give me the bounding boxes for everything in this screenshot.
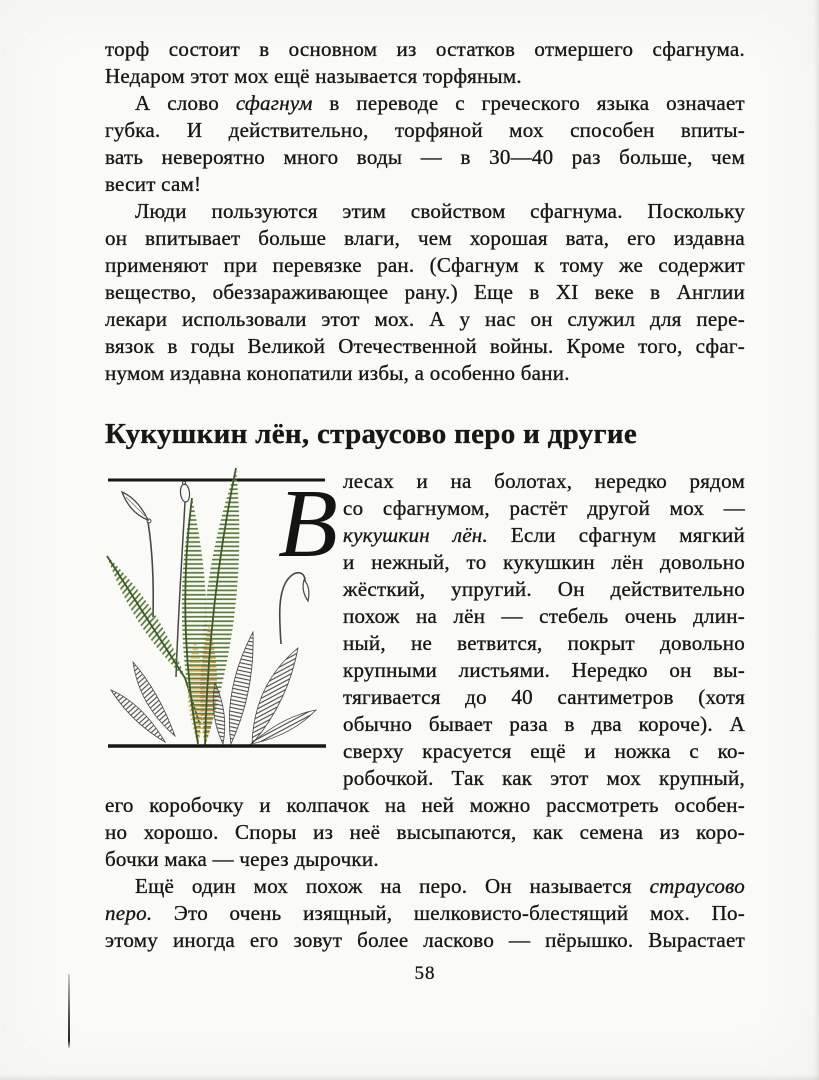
text-line: вязок в годы Великой Отечественной войны. Кроме того, сфаг- <box>105 334 745 358</box>
text-line: жёсткий, упругий. Он действительно <box>343 577 745 601</box>
text-line: тягивается до 40 сантиметров (хотя <box>343 685 745 709</box>
figure-paragraph <box>339 466 745 792</box>
text-line: Ещё один мох похож на перо. Он называется страусово <box>135 874 745 898</box>
text-line: обычно бывает раза в два короче). А <box>343 712 745 736</box>
text-line: сверху красуется ещё и ножка с ко- <box>343 739 745 763</box>
text-line: применяют при перевязке ран. (Сфагнум к тому же содержит <box>105 253 745 277</box>
text-line: этому иногда его зовут более ласково — пёрышко. Вырастает <box>105 928 745 952</box>
text-line: губка. И действительно, торфяной мох способен впиты- <box>105 118 745 142</box>
text-line: весит сам! <box>105 172 202 196</box>
text-line: А слово сфагнум в переводе с греческого языка означает <box>135 91 745 115</box>
moss-illustration <box>105 465 339 757</box>
text-line: перо. Это очень изящный, шелковисто-блестящий мох. По- <box>105 901 745 925</box>
text-line: нумом издавна конопатили избы, а особенно бани. <box>105 361 570 385</box>
text-line: крупными листьями. Нередко он вы- <box>343 658 745 682</box>
text-line: робочкой. Так как этот мох крупный, <box>343 766 745 790</box>
text-line: Люди пользуются этим свойством сфагнума. Поскольку <box>135 199 745 223</box>
text-line: торф состоит в основном из остатков отмершего сфагнума. <box>105 37 745 61</box>
figure-row <box>105 466 745 792</box>
text-line: его коробочку и колпачок на ней можно рассмотреть особен- <box>105 793 745 817</box>
dropcap-letter: В <box>278 470 338 578</box>
text-line: ный, не ветвится, покрыт довольно <box>343 631 745 655</box>
intro-paragraphs <box>105 36 745 387</box>
text-line: и нежный, то кукушкин лён довольно <box>343 550 745 574</box>
sporophyte-capsules <box>122 481 190 523</box>
text-line: со сфагнумом, растёт другой мох — <box>343 496 745 520</box>
text-line: вать невероятно много воды — в 30—40 раз больше, чем <box>105 145 745 169</box>
text-line: бочки мака — через дырочки. <box>105 847 379 871</box>
text-line: он впитывает больше влаги, чем хорошая вата, его издавна <box>105 226 745 250</box>
text-line: лесах и на болотах, нередко рядом <box>343 469 745 493</box>
scan-edge-right <box>813 0 819 1080</box>
text-line: вещество, обеззараживающее рану.) Еще в XI веке в Англии <box>105 280 745 304</box>
scan-artifact-line <box>68 974 70 1048</box>
hooked-sporophyte <box>280 573 309 644</box>
closing-paragraphs <box>105 792 745 954</box>
text-line: но хорошо. Споры из неё высыпаются, как семена из коро- <box>105 820 745 844</box>
page-number: 58 <box>414 963 436 984</box>
text-line: похож на лён — стебель очень длин- <box>343 604 745 628</box>
scan-edge-bottom <box>0 1074 819 1080</box>
text-line: лекари использовали этот мох. А у нас он служил для пере- <box>105 307 745 331</box>
text-line: Недаром этот мох ещё называется торфяным. <box>105 64 522 88</box>
section-heading: Кукушкин лён, страусово перо и другие <box>105 418 638 450</box>
text-line: кукушкин лён. Если сфагнум мягкий <box>343 523 745 547</box>
